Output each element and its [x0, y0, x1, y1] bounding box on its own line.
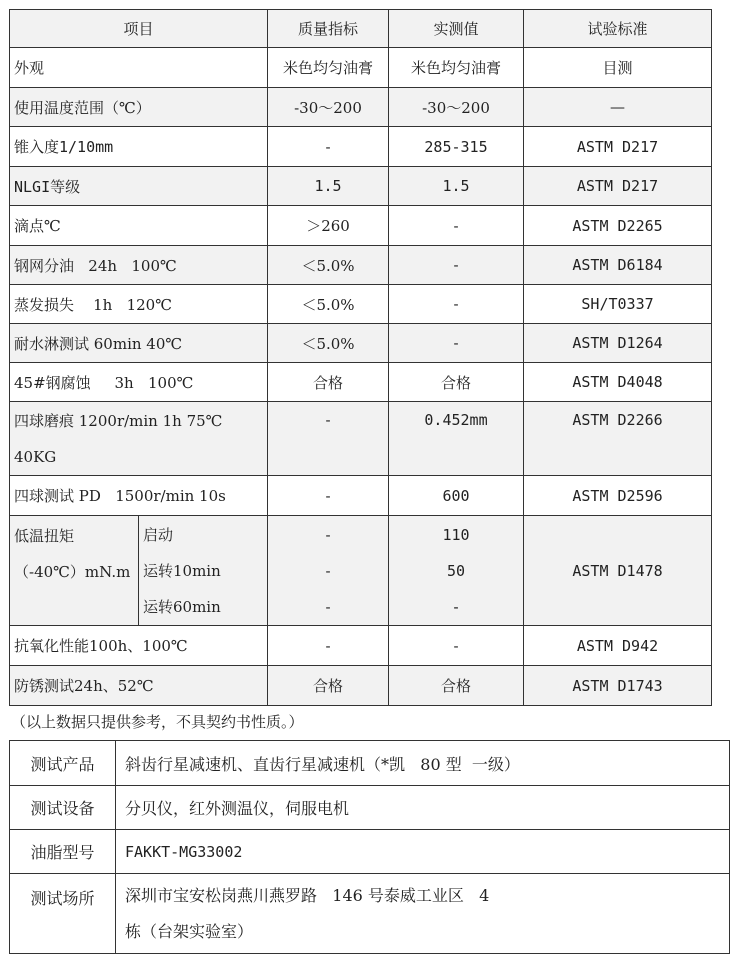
equipment-value: 分贝仪，红外测温仪，伺服电机	[116, 786, 730, 830]
table-row	[10, 48, 712, 88]
torque-spec-cell	[268, 516, 389, 626]
table-row	[10, 476, 712, 516]
item-cell: 蒸发损失 1h 120℃	[10, 285, 268, 324]
item-cell: 使用温度范围（℃）	[10, 88, 268, 127]
standard-cell: —	[524, 88, 712, 127]
spec-cell: 米色均匀油膏	[268, 48, 389, 88]
measured-cell: 米色均匀油膏	[389, 48, 524, 88]
measured-cell: 285-315	[389, 127, 524, 167]
standard-cell: 目测	[524, 48, 712, 88]
torque-label: 低温扭矩	[14, 527, 75, 545]
item-cell: NLGI等级	[10, 167, 268, 206]
item-cell	[10, 402, 268, 476]
standard-cell: ASTM D942	[524, 626, 712, 666]
standard-cell: ASTM D2265	[524, 206, 712, 246]
item-line: 四球磨痕 1200r/min 1h 75℃	[14, 411, 223, 430]
product-value: 斜齿行星减速机、直齿行星减速机（*凯 80 型 一级）	[116, 741, 730, 786]
standard-cell: ASTM D1743	[524, 666, 712, 706]
item-cell: 45#钢腐蚀 3h 100℃	[10, 363, 268, 402]
table-row	[10, 246, 712, 285]
spec-cell: -	[325, 525, 331, 544]
item-cell: 防锈测试24h、52℃	[10, 666, 268, 706]
standard-cell: ASTM D217	[524, 127, 712, 167]
table-row	[10, 402, 712, 476]
measured-cell: 合格	[389, 363, 524, 402]
standard-cell: ASTM D1264	[524, 324, 712, 363]
table-row	[10, 88, 712, 127]
torque-measured-cell	[389, 516, 524, 626]
equipment-label: 测试设备	[10, 786, 116, 830]
measured-cell: 50	[446, 561, 466, 580]
torque-unit: （-40℃）mN.m	[14, 563, 131, 581]
grease-value: FAKKT-MG33002	[116, 830, 730, 874]
site-line: 深圳市宝安松岗燕川燕罗路 146 号泰威工业区 4	[125, 885, 490, 905]
measured-cell: -	[389, 206, 524, 246]
spec-table	[9, 9, 712, 706]
item-cell: 钢网分油 24h 100℃	[10, 246, 268, 285]
standard-cell: ASTM D2266	[524, 402, 712, 476]
table-row	[10, 363, 712, 402]
torque-label-cell	[10, 516, 139, 626]
spec-cell: -	[268, 626, 389, 666]
table-row	[10, 285, 712, 324]
torque-sub-labels	[139, 516, 268, 626]
standard-cell: ASTM D217	[524, 167, 712, 206]
torque-sub-label: 运转60min	[143, 597, 221, 616]
spec-cell: -	[268, 476, 389, 516]
spec-cell: ＞260	[268, 206, 389, 246]
test-info-row	[10, 741, 730, 786]
spec-cell: ＜5.0%	[268, 246, 389, 285]
measured-cell: 110	[442, 525, 470, 544]
torque-row	[10, 516, 712, 626]
torque-sub-label: 启动	[143, 525, 174, 544]
item-cell: 抗氧化性能100h、100℃	[10, 626, 268, 666]
measured-cell: -	[389, 324, 524, 363]
measured-cell: 1.5	[389, 167, 524, 206]
item-cell: 耐水淋测试 60min 40℃	[10, 324, 268, 363]
header-standard: 试验标准	[524, 10, 712, 48]
measured-cell: 合格	[389, 666, 524, 706]
test-info-row	[10, 874, 730, 954]
spec-cell: ＜5.0%	[268, 324, 389, 363]
standard-cell: SH/T0337	[524, 285, 712, 324]
header-row	[10, 10, 712, 48]
spec-cell: -	[325, 561, 331, 580]
table-row	[10, 167, 712, 206]
table-row	[10, 666, 712, 706]
spec-cell: ＜5.0%	[268, 285, 389, 324]
standard-cell: ASTM D4048	[524, 363, 712, 402]
standard-cell: ASTM D6184	[524, 246, 712, 285]
spec-cell: -	[268, 402, 389, 476]
item-cell: 滴点℃	[10, 206, 268, 246]
item-line: 40KG	[14, 447, 57, 466]
header-measured: 实测值	[389, 10, 524, 48]
spec-cell: 合格	[268, 363, 389, 402]
measured-cell: 600	[389, 476, 524, 516]
grease-label: 油脂型号	[10, 830, 116, 874]
torque-sub-label: 运转10min	[143, 561, 221, 580]
test-info-row	[10, 830, 730, 874]
site-label: 测试场所	[10, 874, 116, 954]
table-row	[10, 626, 712, 666]
test-info-row	[10, 786, 730, 830]
table-row	[10, 206, 712, 246]
header-spec: 质量指标	[268, 10, 389, 48]
site-value	[116, 874, 730, 954]
table-row	[10, 324, 712, 363]
spec-cell: 合格	[268, 666, 389, 706]
spec-cell: -	[268, 127, 389, 167]
measured-cell: -	[389, 246, 524, 285]
measured-cell: -	[451, 597, 461, 616]
measured-cell: -	[389, 285, 524, 324]
site-line: 栋（台架实验室）	[125, 921, 254, 941]
measured-cell: -	[389, 626, 524, 666]
table-row	[10, 127, 712, 167]
spec-cell: -30～200	[268, 88, 389, 127]
header-item: 项目	[10, 10, 268, 48]
item-cell: 四球测试 PD 1500r/min 10s	[10, 476, 268, 516]
spec-cell: -	[325, 597, 331, 616]
measured-cell: 0.452mm	[389, 402, 524, 476]
standard-cell: ASTM D1478	[524, 516, 712, 626]
measured-cell: -30～200	[389, 88, 524, 127]
disclaimer-note: （以上数据只提供参考，不具契约书性质。）	[11, 713, 304, 731]
item-cell: 锥入度1/10mm	[10, 127, 268, 167]
standard-cell: ASTM D2596	[524, 476, 712, 516]
product-label: 测试产品	[10, 741, 116, 786]
spec-cell: 1.5	[268, 167, 389, 206]
item-cell: 外观	[10, 48, 268, 88]
test-info-table	[9, 740, 730, 954]
